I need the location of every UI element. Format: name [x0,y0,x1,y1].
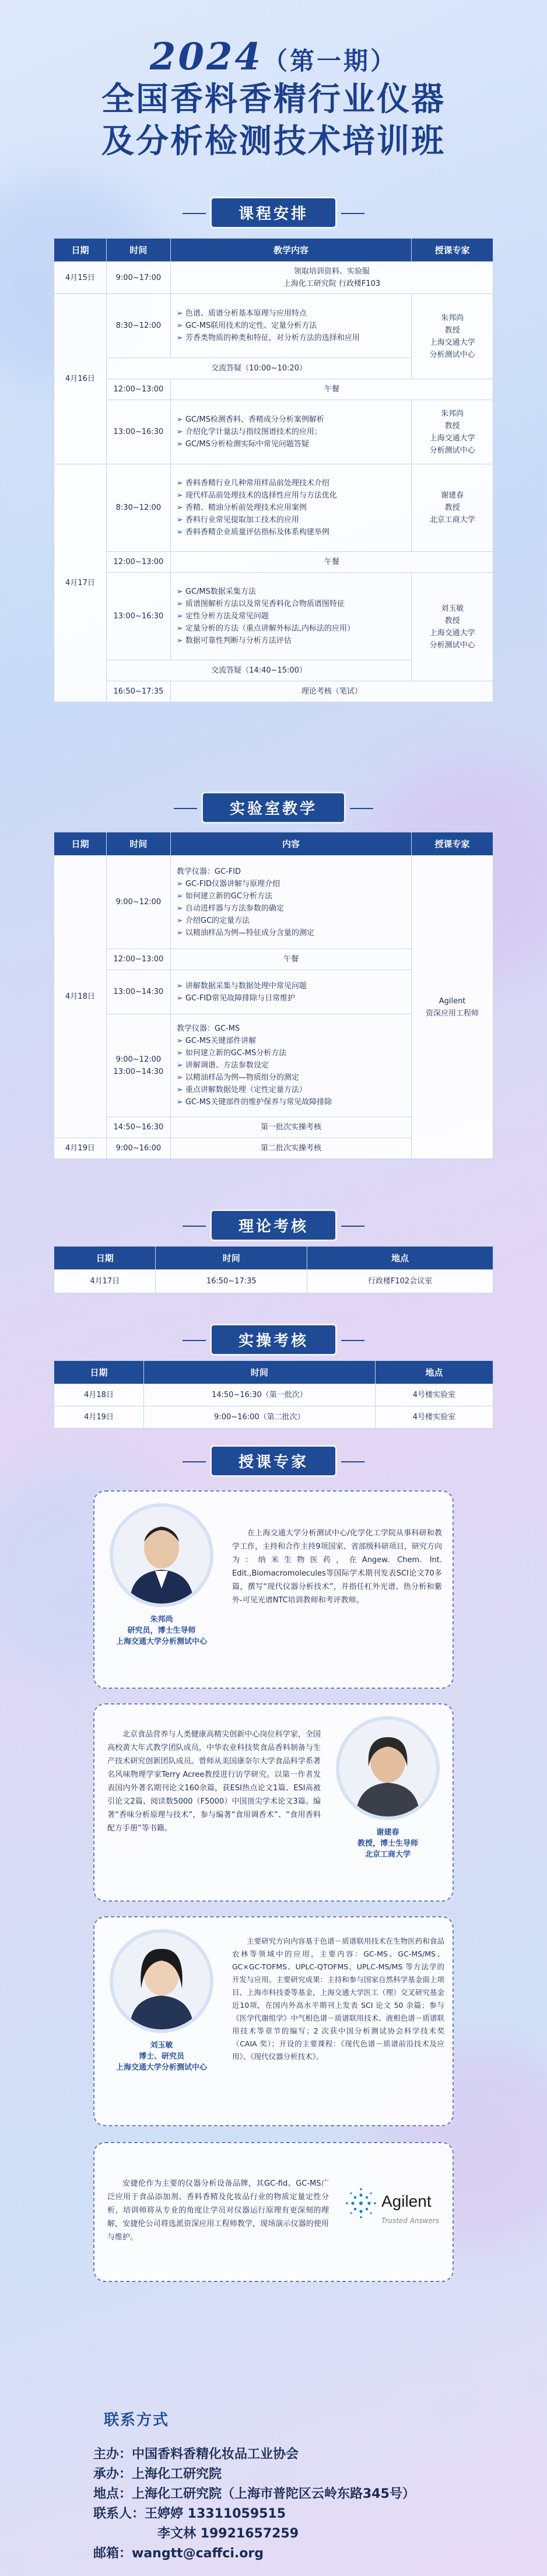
agilent-wordmark: Agilent [381,2192,432,2210]
time-cell: 16:50~17:35 [156,1270,307,1293]
expert-line: 朱邦尚 [441,409,464,418]
col-content: 内容 [170,832,411,856]
course-table [54,238,493,702]
theory-table-wrap [54,1246,493,1293]
list-item: ➢ 以精油样品为例—物质组分的测定 [177,1072,405,1084]
expert-card-agilent [93,2142,454,2282]
col-location: 地点 [307,1247,493,1270]
list-item: ➢ GC-FID仪器讲解与原理介绍 [177,878,405,890]
expert-line: 朱邦尚 [441,313,464,323]
expert-name: 谢建春 [376,1828,399,1837]
expert-line: 上海交通大学 [429,338,475,347]
content-title: 教学仪器：GC-MS [176,1024,240,1033]
list-item: ➢ GC-FID常见故障排除与日常维护 [177,992,405,1005]
expert-line: 资深应用工程师 [426,1009,479,1018]
avatar [336,1716,440,1820]
practical-table-wrap [54,1360,493,1429]
content-cell [170,294,411,358]
expert-org: 上海交通大学分析测试中心 [115,1637,207,1646]
break-cell: 交流答疑（14:40~15:00） [106,660,411,681]
list-item: ➢ 介绍GC的定量方法 [177,915,405,927]
expert-line: 谢建春 [441,491,464,500]
content-line: 领取培训资料、实验服 [293,267,370,276]
expert-line: 教授 [444,326,460,335]
expert-org: 北京工商大学 [364,1850,411,1859]
expert-line: 上海交通大学 [429,433,475,443]
table-header-row [54,1247,493,1270]
title-line-2: 及分析检测技术培训班 [101,123,446,160]
list-item: ➢ 现代样品前处理技术的选择性应用与方法优化 [177,489,405,502]
location-cell: 行政楼F102会议室 [307,1270,493,1293]
exam-cell: 第二批次实操考核 [170,1138,411,1159]
col-date: 日期 [54,1361,144,1384]
contact-host: 承办：上海化工研究院 [93,2467,222,2482]
col-location: 地点 [375,1361,493,1384]
lab-table-wrap [54,832,493,1159]
list-item: ➢ 定性分析方法及常见问题 [177,610,405,622]
expert-cell [412,400,493,464]
practical-table [54,1360,493,1429]
time-cell: 9:00~16:00（第二批次） [144,1406,376,1429]
agilent-tagline: Trusted Answers [381,2217,440,2225]
content-cell [170,970,411,1014]
list-item: ➢ GC-MS关键部件的维护保养与常见故障排除 [177,1096,405,1108]
list-item: ➢ 介绍化学计量法与指纹图谱技术的应用； [177,426,405,438]
expert-line: 分析测试中心 [429,446,475,455]
exam-cell: 第一批次实操考核 [170,1117,411,1138]
time-cell: 12:00~13:00 [106,949,170,970]
expert-title: 博士、研究员 [138,2052,184,2061]
content-cell [170,856,411,949]
table-row [54,1384,493,1406]
expert-title: 教授，博士生导师 [357,1839,418,1848]
section-title-course: 课程安排 [212,198,335,227]
list-item: ➢ GC/MS分析检测实际中常见问题答疑 [177,438,405,450]
time-cell: 16:50~17:35 [106,681,170,702]
col-date: 日期 [54,832,107,856]
list-item: ➢ 香料行业常见提取加工技术的应用 [177,514,405,526]
table-row [54,1270,493,1293]
table-row [54,294,493,358]
table-row [54,1406,493,1429]
list-item: ➢ 自动进样器与方法参数的确定 [177,902,405,915]
contact-person-2: 李文林 19921657259 [157,2526,299,2541]
expert-caption [100,2040,223,2073]
table-row [54,400,493,464]
expert-bio: 在上海交通大学分析测试中心/化学化工学院从事科研和教学工作，主持和合作主持9项国家、省部级科研项目，研究方向为：纳米生物医药，在Angew. Chem. Int. Edit.,Biomacromolecules等国际学术期刊发表SCI论文70多篇，撰写“现代仪器分析技术”，并指任杠外光谱、热分析和紫外-可见光谱NTC培训教师和考评教师。 [232,1529,442,1605]
list-item: ➢ 讲解调谐、方法参数设定 [177,1059,405,1072]
expert-name: 刘玉敏 [150,2041,173,2050]
expert-cell [412,573,493,681]
list-item: ➢ 重点讲解数据处理（定性定量方法） [177,1084,405,1096]
date-cell: 4月16日 [54,294,107,464]
list-item: ➢ GC-MS关键部件讲解 [177,1035,405,1047]
time-cell: 13:00~14:30 [106,970,170,1014]
expert-line: Agilent [439,996,466,1006]
expert-title: 研究员，博士生导师 [127,1626,196,1635]
expert-bio: 北京食品营养与人类健康高精尖创新中心岗位科学家，全国高校黄大年式教学团队成员，中华农业科技奖食品香料制备与生产技术研究创新团队成员。曾师从美国康奈尔大学食品科学系著名风味物理学家Terry Acree教授进行访学研究。以第一作者发表国内外著名期刊论文160余篇，获ESI热点论文1篇、ESI高被引论文2篇、阅读数5000（F5000）中国顶尖学术论文3篇。编著“香味分析原理与技术”，参与编著“食用调香术”、“食用香料配方手册”等书籍。 [107,1730,321,1833]
content-cell [170,1014,411,1117]
contact-title: 联系方式 [104,2412,170,2429]
list-item: ➢ GC/MS数据采集方法 [177,586,405,598]
expert-card-zhu [93,1490,454,1689]
list-item: ➢ 数据可靠性判断与分析方法评估 [177,635,405,647]
content-cell [170,262,493,294]
table-row [54,379,493,400]
content-cell [170,573,411,660]
section-title-experts: 授课专家 [212,1447,335,1475]
content-cell [170,464,411,552]
list-item: ➢ 讲解数据采集与数据处理中常见问题 [177,980,405,992]
col-expert: 授课专家 [412,832,493,856]
list-item: ➢ 香精、精油分析前处理技术应用案例 [177,502,405,514]
date-cell: 4月19日 [54,1138,107,1159]
hero-header [0,0,547,169]
expert-cell [412,294,493,379]
content-title: 教学仪器：GC-FID [176,867,241,876]
list-item: ➢ 芳香类物质的种类和特征，对分析方法的选择和应用 [177,332,405,344]
list-item: ➢ 定量分析的方法（重点讲解外标法,内标法的应用） [177,622,405,635]
date-cell: 4月18日 [54,856,107,1138]
table-row [54,856,493,949]
lunch-cell: 午餐 [170,379,493,400]
contact-person-1: 联系人：王婷婷 13311059515 [93,2507,286,2521]
time-cell: 8:30~12:00 [106,294,170,358]
date-cell: 4月15日 [54,262,107,294]
col-date: 日期 [54,1247,156,1270]
time-cell: 14:50~16:30（第一批次） [144,1384,376,1406]
lunch-cell: 午餐 [170,552,493,573]
expert-card-xie [93,1703,454,1902]
expert-line: 分析测试中心 [429,640,475,650]
time-cell: 9:00~16:00 [106,1138,170,1159]
year-heading [0,35,547,79]
year: 2024 [149,35,264,79]
expert-bio: 主要研究方向内容基于色谱－质谱联用技术在生物医药和食品农林等领域中的应用，主要内容：GC-MS、GC-MS/MS、GC×GC-TOFMS、UPLC-QTOFMS、UPLC-MS/MS 等方法学的开发与应用。主要研究成果：主持和参与国家自然科学基金面上项目、上海市科技委等基金，上海交通大学医工（理）交叉研究基金近10项，在国内外高水平期刊上发表 SCI 论文 50 余篇；参与《医学代谢组学》中气相色谱－质谱联用技术、液相色谱－质谱联用技术等章节的编写；2 次获中国分析测试协会科学技术奖（CAIA 奖）；开设的主要课程：《现代色谱－质谱前沿技术及应用》、《现代仪器分析技术》。 [232,1937,444,2061]
location-cell: 4号楼实验室 [375,1384,493,1406]
time-cell: 8:30~12:00 [106,464,170,552]
break-cell: 交流答疑（10:00~10:20） [106,358,411,379]
table-header-row [54,239,493,262]
section-title-theory-exam: 理论考核 [212,1211,335,1240]
expert-line: 教授 [444,616,460,625]
expert-name: 朱邦尚 [150,1615,173,1624]
contact-address: 地点：上海化工研究院（上海市普陀区云岭东路345号） [93,2487,415,2501]
list-item: ➢ 如何建立新的GC分析方法 [177,890,405,902]
expert-org: 上海交通大学分析测试中心 [115,2063,207,2072]
time-cell: 14:50~16:30 [106,1117,170,1138]
date-cell: 4月17日 [54,464,107,702]
time-cell: 12:00~13:00 [106,552,170,573]
list-item: ➢ 以精油样品为例—特征成分含量的测定 [177,927,405,939]
time-cell: 9:00~12:00 13:00~14:30 [106,1014,170,1117]
expert-card-liu [93,1916,454,2126]
table-row [54,573,493,660]
avatar [110,1929,213,2033]
agilent-logo [345,2184,444,2236]
list-item: ➢ 质谱图解析方法以及常见香料化合物质谱图特征 [177,598,405,610]
content-line: 上海化工研究院 行政楼F103 [283,279,381,288]
lunch-cell: 午餐 [170,949,411,970]
table-row [54,464,493,552]
expert-cell [412,464,493,552]
col-date: 日期 [54,239,107,262]
col-content: 教学内容 [170,239,411,262]
expert-line: 教授 [444,421,460,430]
expert-caption [327,1827,449,1860]
list-item: ➢ GC/MS检测香料、香精成分分析案例解析 [177,414,405,426]
col-time: 时间 [156,1247,307,1270]
contact-email[interactable]: 邮箱：wangtt@caffci.org [93,2546,264,2561]
table-header-row [54,832,493,856]
expert-line: 教授 [444,503,460,512]
time-cell: 12:00~13:00 [106,379,170,400]
contact-section [93,2408,454,2564]
list-item: ➢ 色谱、质谱分析基本原理与应用特点 [177,307,405,320]
expert-cell [412,856,493,1159]
theory-table [54,1246,493,1293]
date-cell: 4月17日 [54,1270,156,1293]
title-line-1: 全国香料香精行业仪器 [101,80,446,118]
expert-line: 分析测试中心 [429,350,475,359]
list-item: ➢ GC-MS联用技术的定性、定量分析方法 [177,320,405,332]
table-row [54,262,493,294]
col-expert: 授课专家 [412,239,493,262]
date-cell: 4月19日 [54,1406,144,1429]
avatar [110,1503,213,1607]
section-title-lab: 实验室教学 [203,793,344,822]
section-title-practical-exam: 实操考核 [212,1325,335,1354]
location-cell: 4号楼实验室 [375,1406,493,1429]
time-cell: 9:00~12:00 [106,856,170,949]
lab-table [54,832,493,1159]
expert-line: 上海交通大学 [429,628,475,638]
table-row [54,552,493,573]
col-time: 时间 [144,1361,376,1384]
time-cell: 9:00~17:00 [106,262,170,294]
col-time: 时间 [106,239,170,262]
list-item: ➢ 如何建立新的GC-MS分析方法 [177,1047,405,1059]
agilent-spark-icon [345,2188,377,2219]
date-cell: 4月18日 [54,1384,144,1406]
col-time: 时间 [106,832,170,856]
expert-line: 刘玉敏 [441,604,464,613]
exam-cell: 理论考核（笔试） [170,681,493,702]
time-cell: 13:00~16:30 [106,400,170,464]
time-cell: 13:00~16:30 [106,573,170,660]
list-item: ➢ 香料香精企业质量评估指标及体系构建举例 [177,526,405,538]
course-table-wrap [54,238,493,702]
table-row [54,681,493,702]
expert-line: 北京工商大学 [429,516,475,524]
content-cell [170,400,411,464]
contact-organizer: 主办：中国香料香精化妆品工业协会 [93,2447,299,2462]
expert-bio: 安捷伦作为主要的仪器分析设备品牌，其GC-fid、GC-MS广泛应用于食品添加剂、香料香精及化妆品行业的物质定量定性分析，培训师将从专业的角度让学员对仪器运行原理有更深刻的理解，安捷伦公司将选派资深应用工程师教学，现场演示仪器的使用与维护。 [107,2179,329,2242]
expert-caption [100,1614,223,1647]
issue: （第一期） [263,47,398,75]
table-header-row [54,1361,493,1384]
list-item: ➢ 香料香精行业几种常用样品前处理技术介绍 [177,477,405,489]
